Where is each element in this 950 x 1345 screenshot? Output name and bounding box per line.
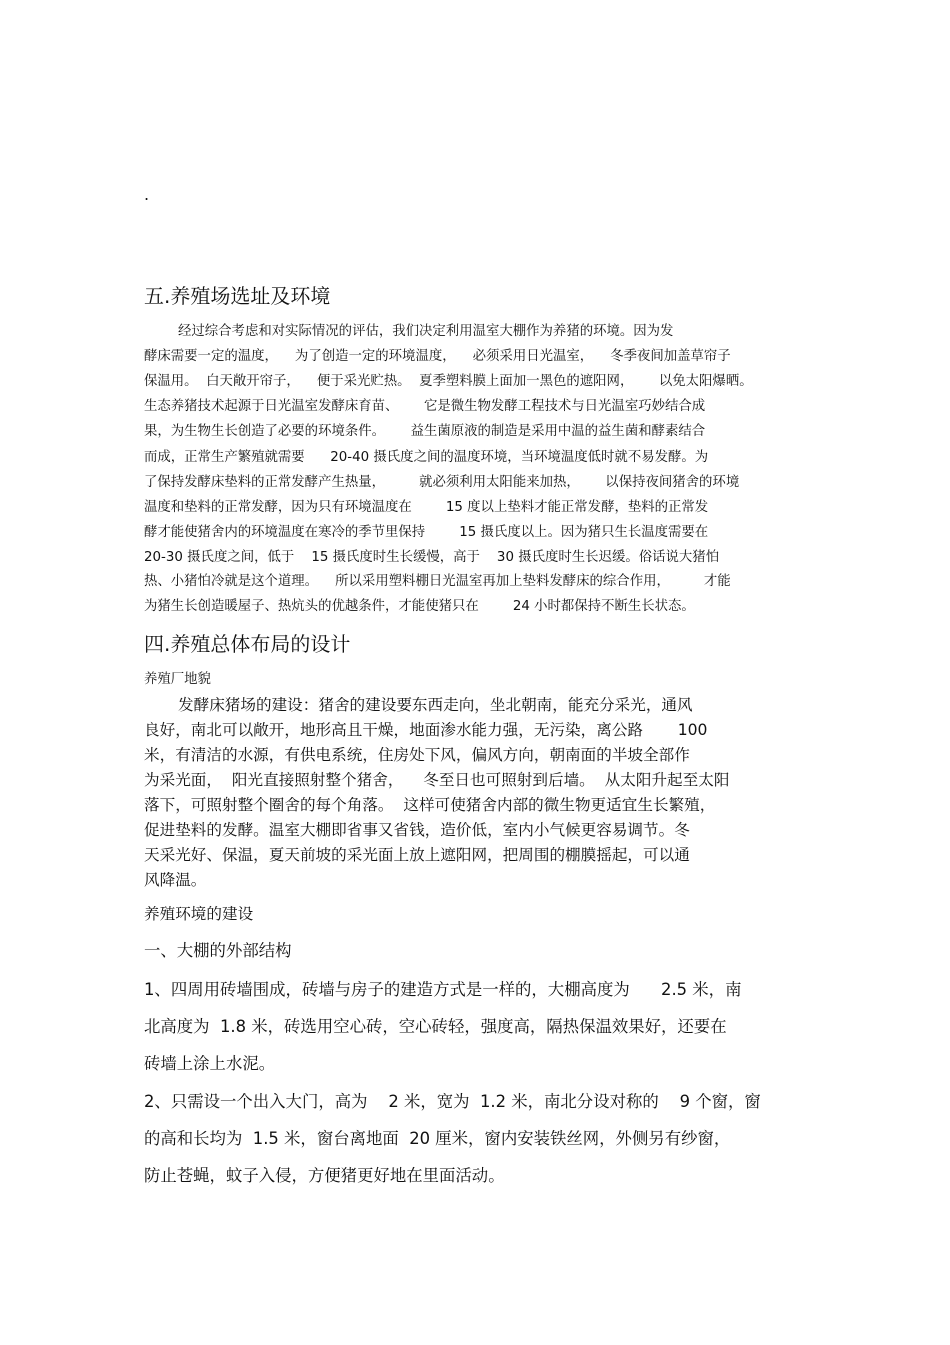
paragraph-line: 保温用。 白天敞开帘子， 便于采光贮热。 夏季塑料膜上面加一黑色的遮阳网， 以免太阳爆晒。 (144, 374, 753, 389)
list-item-line: 防止苍蝇，蚊子入侵，方便猪更好地在里面活动。 (144, 1166, 505, 1185)
paragraph-line: 酵才能使猪舍内的环境温度在寒冷的季节里保持 15 摄氏度以上。因为猪只生长温度需要在 (144, 525, 709, 540)
paragraph-line: 而成，正常生产繁殖就需要 20-40 摄氏度之间的温度环境，当环境温度低时就不易发酵。为 (144, 450, 709, 465)
paragraph-line: 促进垫料的发酵。温室大棚即省事又省钱，造价低，室内小气候更容易调节。冬 (144, 821, 690, 839)
section-heading-site-selection: 五.养殖场选址及环境 (144, 284, 331, 308)
paragraph-line: 米，有清洁的水源，有供电系统，住房处下风，偏风方向，朝南面的半坡全部作 (144, 746, 690, 764)
paragraph-line: 了保持发酵床垫料的正常发酵产生热量， 就必须利用太阳能来加热， 以保持夜间猪舍的环境 (144, 475, 740, 490)
subheading-env-construction: 养殖环境的建设 (144, 905, 254, 923)
list-item-line: 北高度为 1.8 米，砖选用空心砖，空心砖轻，强度高，隔热保温效果好，还要在 (144, 1017, 727, 1036)
page-marker: . (144, 185, 150, 204)
paragraph-line: 落下，可照射整个圈舍的每个角落。 这样可使猪舍内部的微生物更适宜生长繁殖， (144, 796, 716, 814)
paragraph-line: 热、小猪怕冷就是这个道理。 所以采用塑料棚日光温室再加上垫料发酵床的综合作用， 才能 (144, 574, 731, 589)
paragraph-line: 经过综合考虑和对实际情况的评估，我们决定利用温室大棚作为养猪的环境。因为发 (178, 324, 674, 339)
section-heading-layout-design: 四.养殖总体布局的设计 (144, 632, 351, 656)
list-item-line: 砖墙上涂上水泥。 (144, 1054, 276, 1073)
paragraph-line: 果，为生物生长创造了必要的环境条件。 益生菌原液的制造是采用中温的益生菌和酵素结合 (144, 424, 706, 439)
list-item-line: 1、四周用砖墙围成，砖墙与房子的建造方式是一样的，大棚高度为 2.5 米，南 (144, 980, 742, 999)
paragraph-line: 良好，南北可以敞开，地形高且干燥，地面渗水能力强，无污染，离公路 100 (144, 721, 708, 739)
paragraph-line: 20-30 摄氏度之间，低于 15 摄氏度时生长缓慢，高于 30 摄氏度时生长迟缓。俗话说大猪怕 (144, 550, 720, 565)
subheading-external-structure: 一、大棚的外部结构 (144, 941, 292, 960)
paragraph-line: 生态养猪技术起源于日光温室发酵床育苗、 它是微生物发酵工程技术与日光温室巧妙结合成 (144, 399, 706, 414)
subheading-site-terrain: 养殖厂地貌 (144, 672, 211, 687)
paragraph-line: 温度和垫料的正常发酵，因为只有环境温度在 15 度以上垫料才能正常发酵，垫料的正常发 (144, 500, 709, 515)
paragraph-line: 为猪生长创造暖屋子、热炕头的优越条件，才能使猪只在 24 小时都保持不断生长状态。 (144, 599, 695, 614)
paragraph-line: 风降温。 (144, 871, 207, 889)
list-item-line: 的高和长均为 1.5 米，窗台离地面 20 厘米，窗内安装铁丝网，外侧另有纱窗， (144, 1129, 731, 1148)
paragraph-line: 发酵床猪场的建设：猪舍的建设要东西走向，坐北朝南，能充分采光，通风 (178, 696, 693, 714)
list-item-line: 2、只需设一个出入大门，高为 2 米，宽为 1.2 米，南北分设对称的 9 个窗，窗 (144, 1092, 761, 1111)
paragraph-line: 酵床需要一定的温度， 为了创造一定的环境温度， 必须采用日光温室， 冬季夜间加盖草帘子 (144, 349, 731, 364)
paragraph-line: 为采光面， 阳光直接照射整个猪舍， 冬至日也可照射到后墙。 从太阳升起至太阳 (144, 771, 730, 789)
paragraph-line: 天采光好、保温，夏天前坡的采光面上放上遮阳网，把周围的棚膜摇起，可以通 (144, 846, 690, 864)
